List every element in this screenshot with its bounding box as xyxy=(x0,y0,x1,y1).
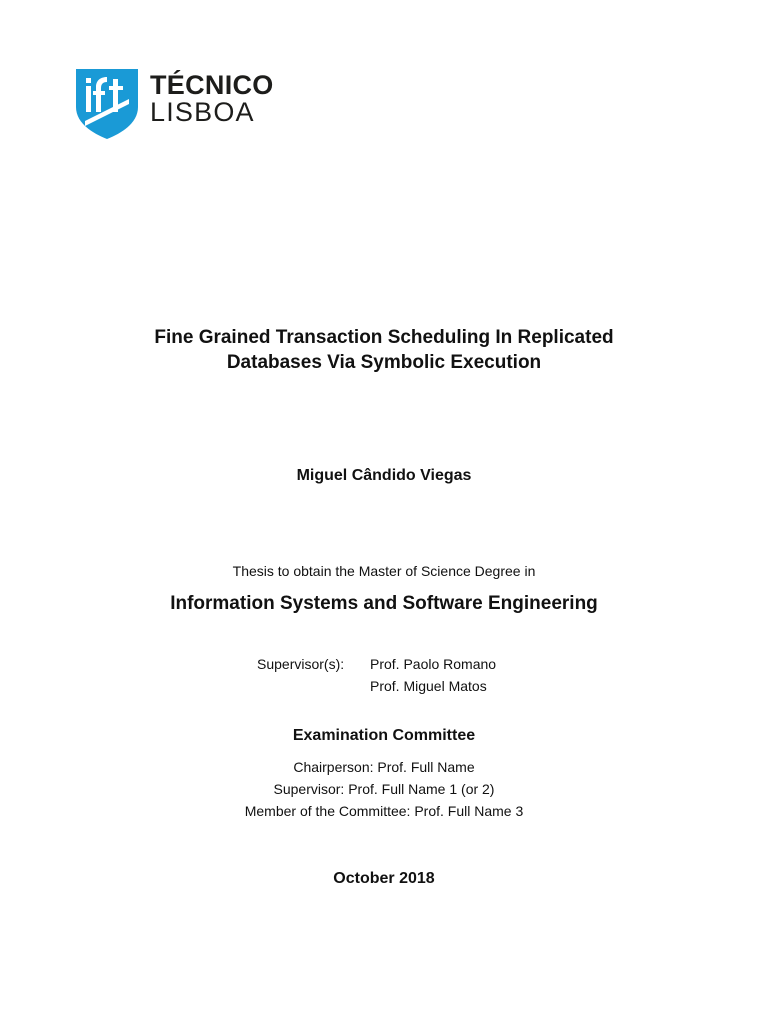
committee-member: Supervisor: Prof. Full Name 1 (or 2) xyxy=(273,781,495,797)
supervisor-name: Prof. Paolo Romano xyxy=(370,656,497,672)
thesis-date: October 2018 xyxy=(333,870,435,887)
author-name: Miguel Cândido Viegas xyxy=(296,467,472,484)
degree-name: Information Systems and Software Engineering xyxy=(170,593,598,614)
wordmark-line1: TÉCNICO xyxy=(150,70,274,100)
ist-shield-icon xyxy=(76,69,138,139)
supervisor-row xyxy=(257,653,496,675)
committee-title: Examination Committee xyxy=(292,727,476,744)
thesis-title-line1: Fine Grained Transaction Scheduling In Replicated xyxy=(154,327,614,348)
supervisor-name: Prof. Miguel Matos xyxy=(370,678,487,694)
degree-intro: Thesis to obtain the Master of Science Degree in xyxy=(232,563,536,579)
thesis-title xyxy=(0,325,768,375)
committee-member: Chairperson: Prof. Full Name xyxy=(293,759,475,775)
supervisors-label: Supervisor(s): xyxy=(257,656,345,672)
tecnico-lisboa-logo xyxy=(76,69,274,139)
committee-member: Member of the Committee: Prof. Full Name 3 xyxy=(244,803,524,819)
supervisor-row xyxy=(257,675,496,697)
wordmark xyxy=(150,72,274,126)
supervisors-block xyxy=(257,653,496,697)
committee-list xyxy=(0,756,768,822)
wordmark-line2: LISBOA xyxy=(150,97,255,127)
thesis-title-line2: Databases Via Symbolic Execution xyxy=(226,352,542,373)
